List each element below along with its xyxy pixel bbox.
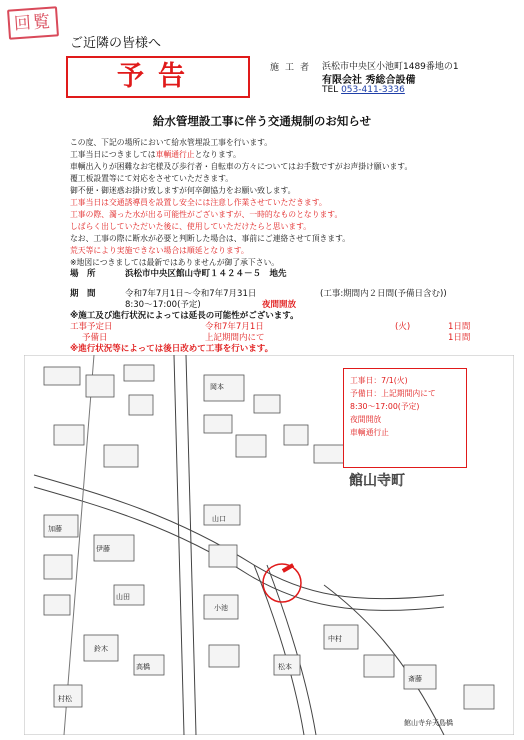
contractor-tel bbox=[322, 85, 405, 95]
callout-line: 予備日：上記期間内にて bbox=[350, 389, 436, 398]
callout-line: 8:30～17:00(予定) bbox=[350, 402, 420, 411]
night-open: 夜間開放 bbox=[262, 300, 297, 310]
tel-prefix: TEL bbox=[322, 85, 339, 95]
circulation-stamp: 回覧 bbox=[7, 6, 59, 39]
map-label: 村松 bbox=[58, 695, 72, 703]
reserve-label: 予備日 bbox=[82, 333, 108, 343]
map-label: 小池 bbox=[214, 604, 228, 612]
notice-label: 予告 bbox=[66, 56, 250, 98]
schedule-label: 工事予定日 bbox=[70, 322, 113, 332]
map-label: 高橋 bbox=[136, 663, 150, 671]
body-line bbox=[70, 149, 510, 161]
map-label: 岡本 bbox=[210, 383, 224, 391]
reserve-count: 1日間 bbox=[448, 333, 471, 343]
body-line: 車輌出入りが困難なお宅様及び歩行者・自転車の方々についてはお手数ですがお声掛け願います。 bbox=[70, 162, 413, 171]
reserve-value: 上記期間内にて bbox=[205, 333, 265, 343]
body-line-warning: 工事当日は交通誘導員を設置し安全には注意し作業させていただきます。 bbox=[70, 198, 327, 207]
map-label: 山口 bbox=[212, 515, 226, 523]
postpone-note: ※進行状況等によっては後日改めて工事を行います。 bbox=[70, 344, 274, 354]
map-label: 館山寺弁天島橋 bbox=[404, 719, 453, 727]
map-label: 伊藤 bbox=[96, 545, 110, 553]
map-label: 斎藤 bbox=[408, 675, 422, 683]
greeting: ご近隣の皆様へ bbox=[70, 36, 162, 51]
body-line-warning: しばらく出していただいた後に、使用していただけたらと思います。 bbox=[70, 222, 312, 231]
map-label: 加藤 bbox=[48, 525, 62, 533]
place-value: 浜松市中央区館山寺町１４２４－５ 地先 bbox=[125, 269, 287, 279]
map-label: 鈴木 bbox=[94, 645, 108, 653]
notice-title: 給水管埋設工事に伴う交通規制のお知らせ bbox=[152, 114, 372, 128]
body-line: ※地図につきましては最新ではありませんが御了承下さい。 bbox=[70, 258, 280, 267]
road-closure-text: 車輌通行止 bbox=[155, 150, 195, 159]
period-dates: 令和7年7月1日～令和7年7月31日 bbox=[125, 289, 257, 299]
schedule-date: 令和7年7月1日 bbox=[205, 322, 264, 332]
body-line: なお、工事の際に断水が必要と判断した場合は、事前にご連絡させて頂きます。 bbox=[70, 234, 351, 243]
tel-number[interactable]: 053-411-3336 bbox=[341, 85, 405, 95]
map-label: 中村 bbox=[328, 635, 342, 643]
period-note: (工事:期間内２日間(予備日含む)) bbox=[320, 289, 447, 299]
extension-note: ※施工及び進行状況によっては延長の可能性がございます。 bbox=[70, 311, 299, 321]
period-label: 期 間 bbox=[70, 289, 96, 299]
map-label: 山田 bbox=[116, 593, 130, 601]
body-line: 覆工板設置等にて対応をさせていただきます。 bbox=[70, 174, 234, 183]
work-time: 8:30～17:00(予定) bbox=[125, 300, 201, 310]
map-label: 松本 bbox=[278, 663, 292, 671]
notice-body bbox=[70, 137, 510, 269]
schedule-callout bbox=[343, 368, 467, 468]
body-text: 工事当日につきましては bbox=[70, 150, 156, 159]
place-label: 場 所 bbox=[70, 269, 96, 279]
contractor-address: 浜松市中央区小池町1489番地の1 bbox=[322, 62, 459, 72]
body-line-warning: 荒天等により実施できない場合は順延となります。 bbox=[70, 246, 249, 255]
body-line: 御不便・御迷惑お掛け致しますが何卒御協力をお願い致します。 bbox=[70, 186, 296, 195]
callout-line: 工事日：7/1(火) bbox=[350, 376, 408, 385]
body-line-warning: 工事の際、濁った水が出る可能性がございますが、一時的なものとなります。 bbox=[70, 210, 343, 219]
site-marker-circle bbox=[263, 564, 301, 602]
district-label: 館山寺町 bbox=[349, 473, 405, 489]
callout-line: 車輌通行止 bbox=[350, 428, 389, 437]
body-text: となります。 bbox=[194, 150, 241, 159]
contractor-company: 有限会社 秀総合設備 bbox=[322, 75, 416, 86]
contractor-label: 施工者 bbox=[270, 63, 316, 73]
schedule-count: 1日間 bbox=[448, 322, 471, 332]
schedule-day: (火) bbox=[395, 322, 411, 332]
callout-line: 夜間開放 bbox=[350, 415, 382, 424]
body-line: この度、下記の場所において給水管埋設工事を行います。 bbox=[70, 138, 273, 147]
